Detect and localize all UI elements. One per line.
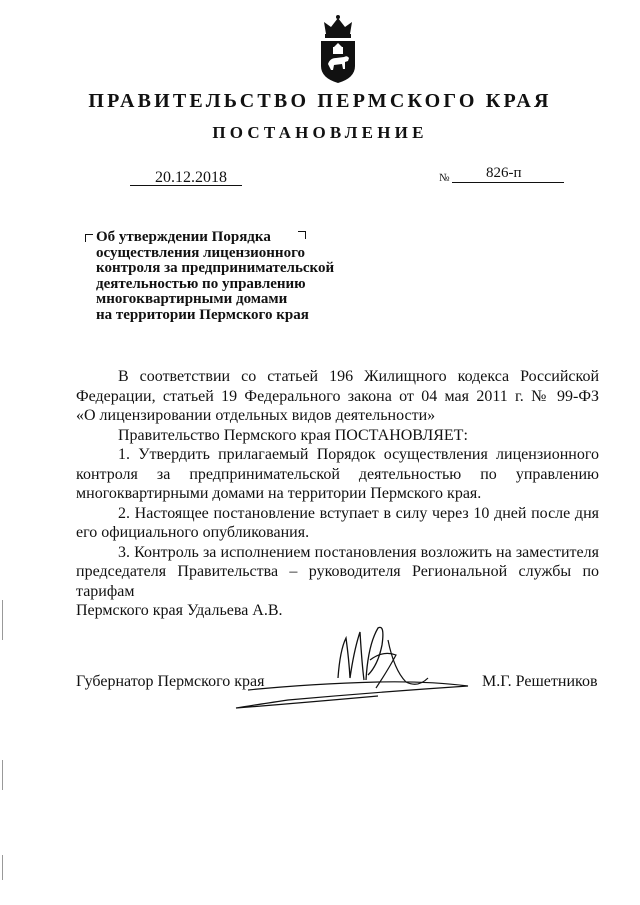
subject-line: деятельностью по управлению <box>96 275 306 292</box>
subject-line: контроля за предпринимательской <box>96 260 335 276</box>
subject-line: осуществления лицензионного <box>96 244 306 261</box>
subject-line: Об утверждении Порядка <box>96 229 271 245</box>
signatory-title: Губернатор Пермского края <box>76 673 265 690</box>
item3-line: председателя Правительства – руководителя Региональной службы по тарифам <box>76 563 599 600</box>
item2-line: его официального опубликования. <box>76 524 310 541</box>
document-subject <box>96 230 366 323</box>
preamble-line: «О лицензировании отдельных видов деятельности» <box>76 407 436 424</box>
subject-line: на территории Пермского края <box>96 306 309 323</box>
resolves-line: Правительство Пермского края ПОСТАНОВЛЯЕТ: <box>118 426 468 444</box>
item1-line: 1. Утвердить прилагаемый Порядок осуществления лицензионного <box>118 446 599 463</box>
item1-line: многоквартирными домами на территории Пермского края. <box>76 485 482 502</box>
document-date: 20.12.2018 <box>155 169 227 186</box>
item3-line: Пермского края Удальева А.В. <box>76 602 283 619</box>
item1-line: контроля за предпринимательской деятельностью по управлению <box>76 465 599 483</box>
signature-image <box>228 620 478 715</box>
number-underline <box>452 182 564 183</box>
item2-line: 2. Настоящее постановление вступает в силу через 10 дней после дня <box>118 504 599 522</box>
document-body <box>76 367 599 621</box>
subject-line: многоквартирными домами <box>96 291 288 307</box>
scan-margin-mark <box>2 855 3 880</box>
preamble-line: Федерации, статьей 19 Федерального закона от 04 мая 2011 г. № 99-ФЗ <box>76 387 599 405</box>
scan-margin-mark <box>2 600 3 640</box>
number-sign: № <box>439 172 450 184</box>
document-type: ПОСТАНОВЛЕНИЕ <box>212 123 428 142</box>
coat-of-arms-icon <box>316 14 360 84</box>
document-number: 826-п <box>486 165 522 181</box>
government-title: ПРАВИТЕЛЬСТВО ПЕРМСКОГО КРАЯ <box>88 90 552 112</box>
scan-margin-mark <box>2 760 3 790</box>
subject-corner-left <box>85 234 93 242</box>
preamble-line: В соответствии со статьей 196 Жилищного кодекса Российской <box>118 368 599 385</box>
date-underline <box>130 185 242 186</box>
item3-line: 3. Контроль за исполнением постановления возложить на заместителя <box>118 543 599 561</box>
signatory-name: М.Г. Решетников <box>482 673 598 690</box>
